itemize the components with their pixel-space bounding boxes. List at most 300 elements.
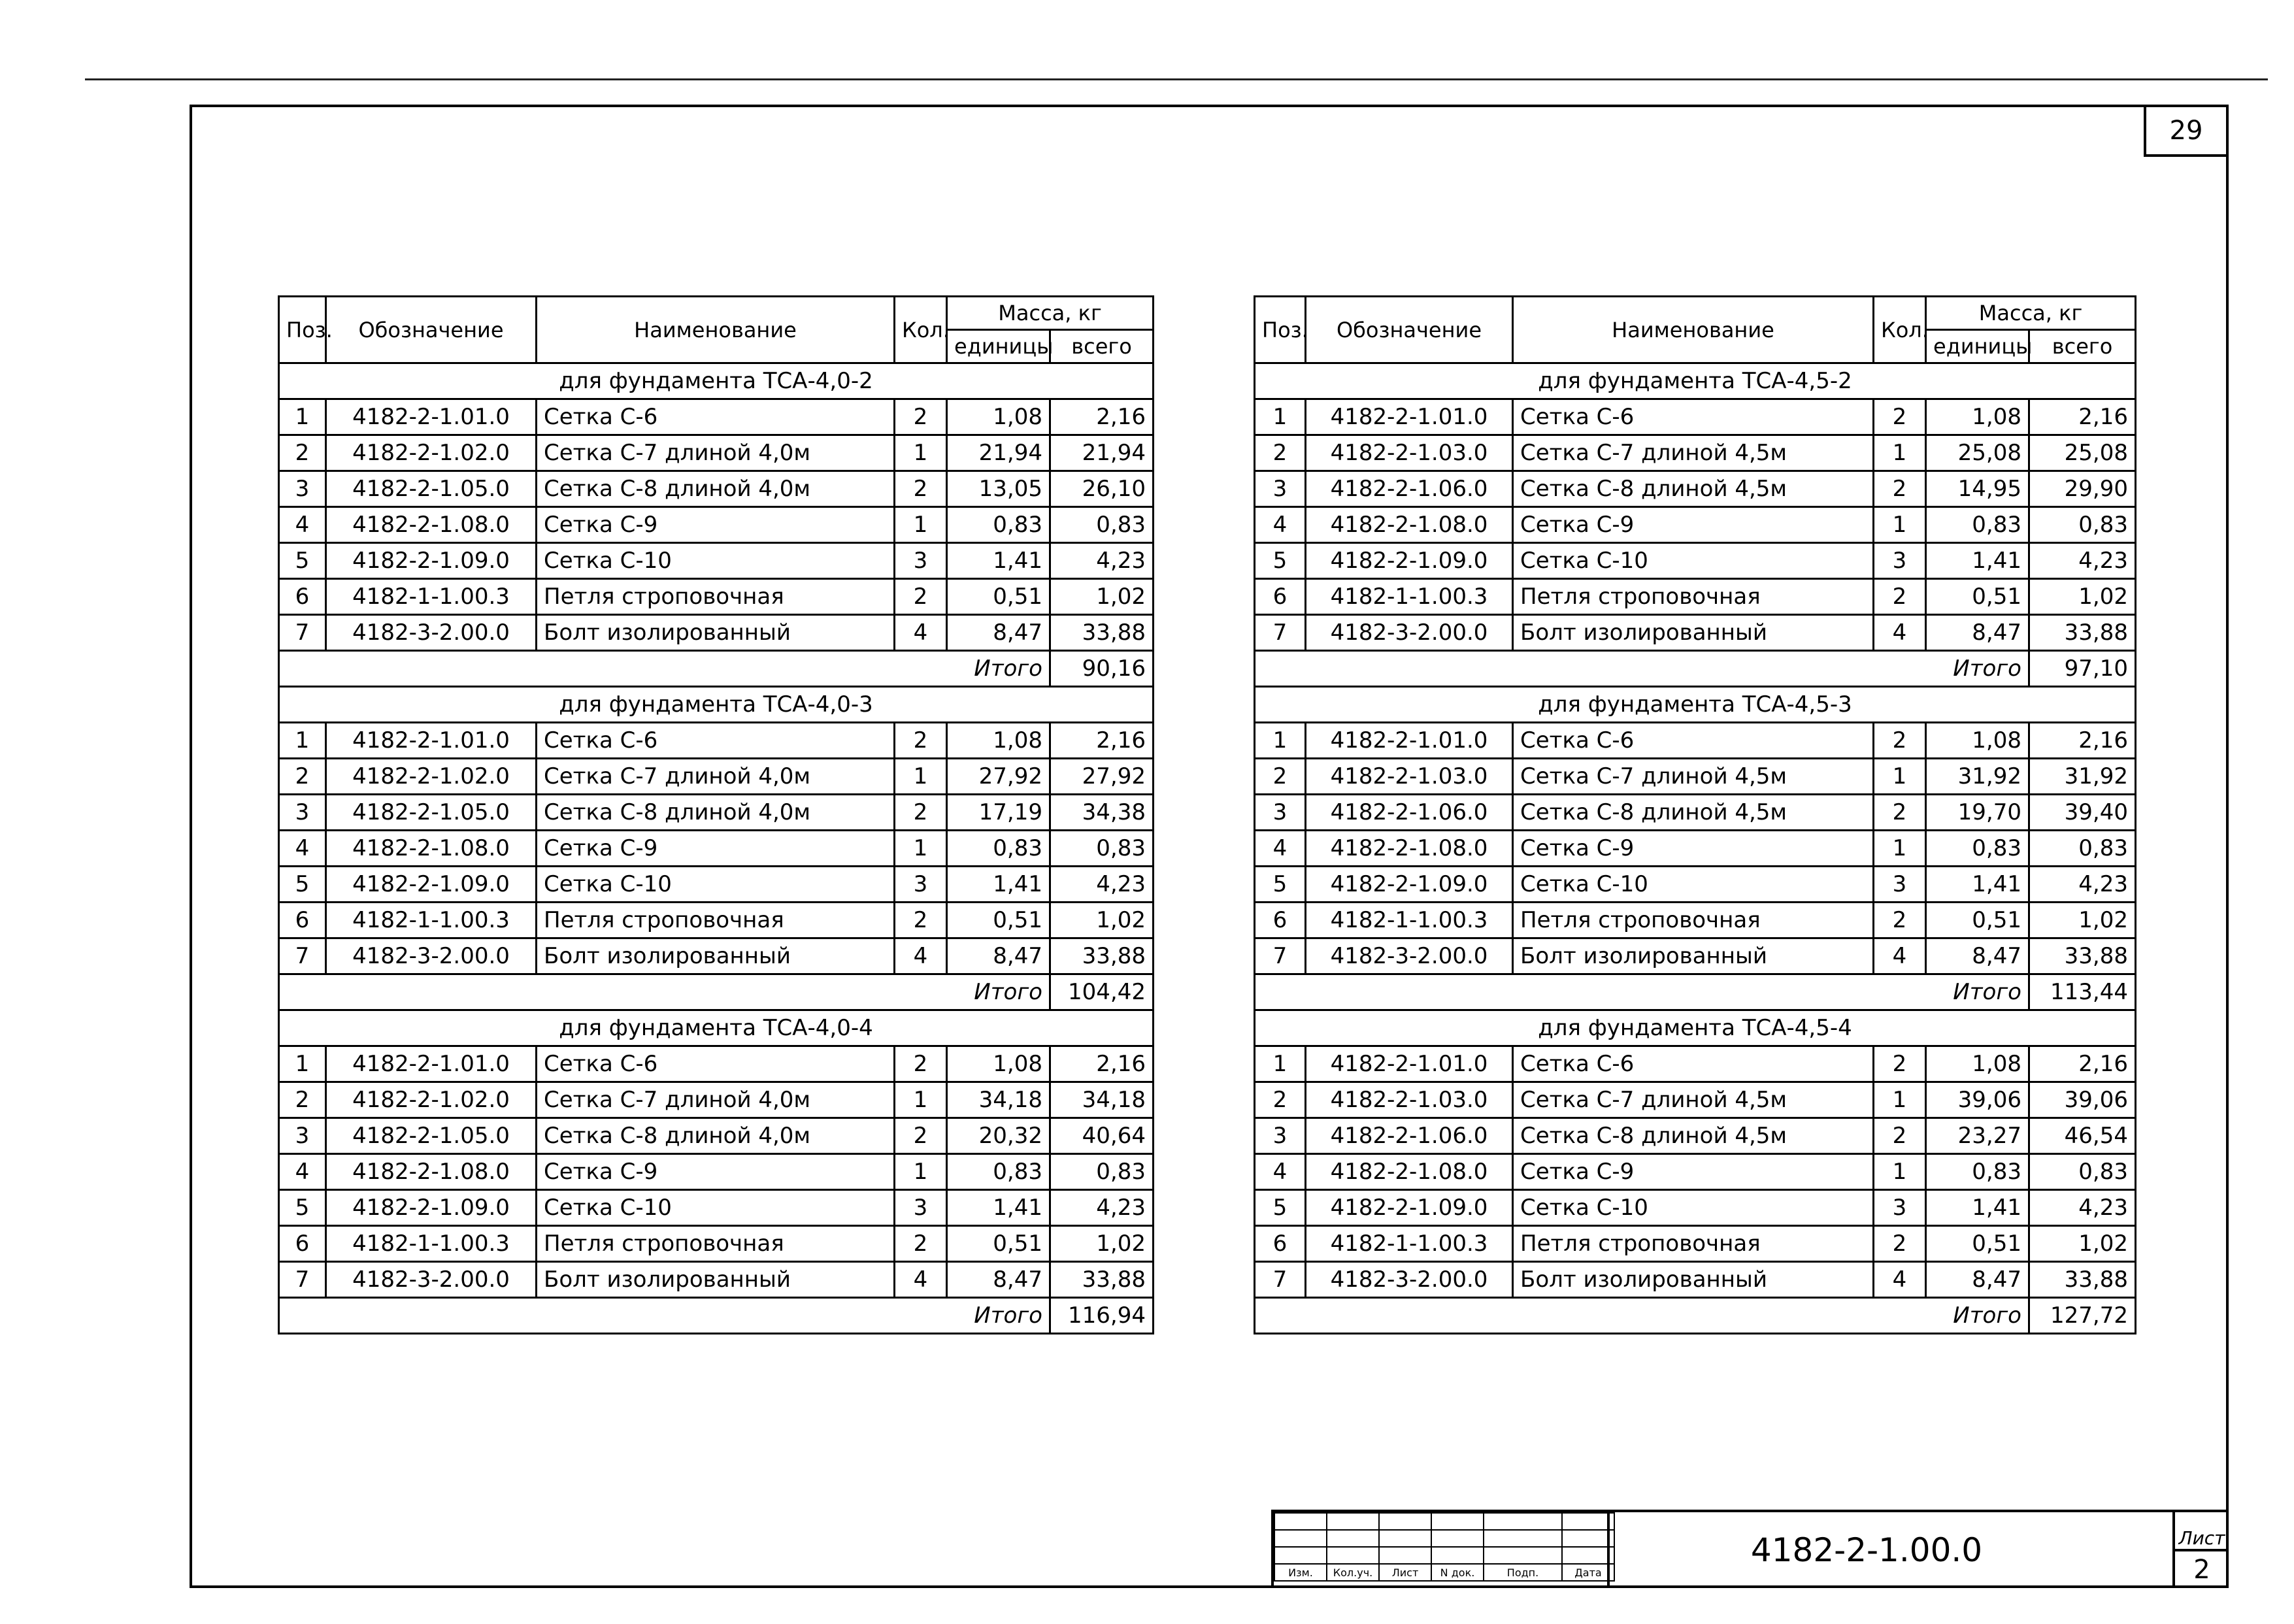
cell-mass-total: 0,83 bbox=[1050, 831, 1154, 867]
group-title: для фундамента ТСА-4,5-3 bbox=[1255, 687, 2136, 723]
cell-pos: 1 bbox=[279, 399, 326, 435]
cell-mass-unit: 8,47 bbox=[947, 938, 1050, 974]
cell-name: Сетка С-7 длиной 4,5м bbox=[1513, 1082, 1874, 1118]
cell-name: Петля строповочная bbox=[1513, 903, 1874, 938]
cell-designation: 4182-2-1.06.0 bbox=[1306, 471, 1513, 507]
group-title-row bbox=[1255, 687, 2136, 723]
cell-pos: 6 bbox=[279, 1226, 326, 1262]
table-row bbox=[1255, 867, 2136, 903]
cell-mass-unit: 13,05 bbox=[947, 471, 1050, 507]
header-pos: Поз. bbox=[279, 297, 326, 363]
cell-mass-total: 2,16 bbox=[2029, 399, 2136, 435]
cell-pos: 3 bbox=[279, 1118, 326, 1154]
cell-mass-unit: 19,70 bbox=[1926, 795, 2029, 831]
cell-qty: 1 bbox=[1874, 831, 1926, 867]
table-row bbox=[1255, 471, 2136, 507]
cell-mass-unit: 23,27 bbox=[1926, 1118, 2029, 1154]
cell-pos: 4 bbox=[1255, 831, 1306, 867]
table-row bbox=[1255, 1190, 2136, 1226]
cell-mass-unit: 31,92 bbox=[1926, 759, 2029, 795]
cell-pos: 5 bbox=[279, 1190, 326, 1226]
cell-mass-total: 0,83 bbox=[1050, 507, 1154, 543]
cell-pos: 7 bbox=[279, 938, 326, 974]
cell-name: Болт изолированный bbox=[537, 615, 895, 651]
table-row bbox=[279, 759, 1154, 795]
total-row bbox=[1255, 974, 2136, 1010]
header-qty: Кол. bbox=[895, 297, 947, 363]
header-designation: Обозначение bbox=[326, 297, 537, 363]
cell-pos: 3 bbox=[1255, 1118, 1306, 1154]
cell-mass-total: 31,92 bbox=[2029, 759, 2136, 795]
cell-designation: 4182-2-1.01.0 bbox=[1306, 723, 1513, 759]
total-row bbox=[279, 1298, 1154, 1334]
tb-label-podp: Подп. bbox=[1484, 1564, 1562, 1581]
tb-label-data: Дата bbox=[1562, 1564, 1614, 1581]
cell-qty: 2 bbox=[895, 795, 947, 831]
cell-pos: 6 bbox=[279, 579, 326, 615]
table-row bbox=[279, 399, 1154, 435]
table-row bbox=[279, 831, 1154, 867]
group-title: для фундамента ТСА-4,5-2 bbox=[1255, 363, 2136, 399]
cell-mass-total: 0,83 bbox=[2029, 507, 2136, 543]
cell-name: Болт изолированный bbox=[1513, 1262, 1874, 1298]
group-title-row bbox=[279, 1010, 1154, 1046]
group-title-row bbox=[1255, 363, 2136, 399]
total-value: 90,16 bbox=[1050, 651, 1154, 687]
cell-mass-total: 1,02 bbox=[2029, 1226, 2136, 1262]
cell-mass-unit: 8,47 bbox=[1926, 1262, 2029, 1298]
table-row bbox=[1255, 543, 2136, 579]
cell-mass-total: 40,64 bbox=[1050, 1118, 1154, 1154]
group-title: для фундамента ТСА-4,0-2 bbox=[279, 363, 1154, 399]
cell-designation: 4182-1-1.00.3 bbox=[1306, 903, 1513, 938]
cell-qty: 1 bbox=[1874, 1154, 1926, 1190]
cell-mass-total: 33,88 bbox=[1050, 1262, 1154, 1298]
title-block bbox=[1271, 1510, 2229, 1588]
cell-name: Сетка С-7 длиной 4,0м bbox=[537, 435, 895, 471]
cell-name: Сетка С-9 bbox=[1513, 831, 1874, 867]
cell-qty: 3 bbox=[895, 1190, 947, 1226]
cell-name: Сетка С-8 длиной 4,0м bbox=[537, 471, 895, 507]
cell-mass-unit: 0,51 bbox=[947, 903, 1050, 938]
cell-mass-unit: 34,18 bbox=[947, 1082, 1050, 1118]
cell-qty: 4 bbox=[895, 1262, 947, 1298]
cell-designation: 4182-2-1.05.0 bbox=[326, 1118, 537, 1154]
table-row bbox=[279, 903, 1154, 938]
cell-qty: 4 bbox=[1874, 615, 1926, 651]
cell-name: Петля строповочная bbox=[1513, 1226, 1874, 1262]
header-mass-unit: единицы bbox=[947, 330, 1050, 363]
cell-mass-unit: 1,41 bbox=[1926, 1190, 2029, 1226]
table-row bbox=[1255, 507, 2136, 543]
cell-designation: 4182-1-1.00.3 bbox=[326, 1226, 537, 1262]
cell-qty: 2 bbox=[895, 471, 947, 507]
cell-mass-unit: 0,83 bbox=[1926, 507, 2029, 543]
cell-name: Сетка С-7 длиной 4,0м bbox=[537, 1082, 895, 1118]
cell-qty: 2 bbox=[1874, 723, 1926, 759]
header-qty: Кол. bbox=[1874, 297, 1926, 363]
table-row bbox=[1255, 399, 2136, 435]
cell-qty: 1 bbox=[895, 435, 947, 471]
tb-label-kol-uch: Кол.уч. bbox=[1327, 1564, 1379, 1581]
cell-qty: 2 bbox=[1874, 399, 1926, 435]
cell-mass-unit: 1,41 bbox=[947, 543, 1050, 579]
table-row bbox=[279, 1190, 1154, 1226]
cell-pos: 5 bbox=[279, 543, 326, 579]
cell-designation: 4182-2-1.09.0 bbox=[1306, 867, 1513, 903]
cell-designation: 4182-2-1.03.0 bbox=[1306, 759, 1513, 795]
cell-pos: 6 bbox=[279, 903, 326, 938]
cell-pos: 3 bbox=[1255, 471, 1306, 507]
table-row bbox=[279, 867, 1154, 903]
table-row bbox=[1255, 615, 2136, 651]
cell-qty: 2 bbox=[895, 579, 947, 615]
cell-mass-total: 4,23 bbox=[2029, 543, 2136, 579]
group-title: для фундамента ТСА-4,0-3 bbox=[279, 687, 1154, 723]
table-row bbox=[279, 615, 1154, 651]
cell-qty: 2 bbox=[895, 399, 947, 435]
sheet-number: 29 bbox=[2169, 116, 2203, 146]
cell-qty: 1 bbox=[1874, 1082, 1926, 1118]
cell-designation: 4182-2-1.09.0 bbox=[326, 543, 537, 579]
specification-table-left bbox=[278, 295, 1154, 1334]
cell-designation: 4182-3-2.00.0 bbox=[326, 938, 537, 974]
cell-qty: 2 bbox=[895, 1046, 947, 1082]
total-label: Итого bbox=[1255, 651, 2029, 687]
cell-mass-total: 39,40 bbox=[2029, 795, 2136, 831]
cell-mass-unit: 0,83 bbox=[947, 1154, 1050, 1190]
total-row bbox=[279, 651, 1154, 687]
cell-mass-total: 1,02 bbox=[1050, 903, 1154, 938]
cell-name: Сетка С-8 длиной 4,0м bbox=[537, 1118, 895, 1154]
cell-mass-unit: 0,83 bbox=[947, 831, 1050, 867]
table-row bbox=[1255, 831, 2136, 867]
table-row bbox=[1255, 1154, 2136, 1190]
table-row bbox=[279, 938, 1154, 974]
cell-mass-unit: 1,08 bbox=[1926, 723, 2029, 759]
table-row bbox=[279, 435, 1154, 471]
total-row bbox=[279, 974, 1154, 1010]
cell-qty: 4 bbox=[895, 615, 947, 651]
cell-mass-unit: 0,51 bbox=[1926, 579, 2029, 615]
total-label: Итого bbox=[1255, 1298, 2029, 1334]
cell-name: Сетка С-10 bbox=[537, 543, 895, 579]
header-mass: Масса, кг bbox=[1926, 297, 2136, 330]
cell-designation: 4182-2-1.03.0 bbox=[1306, 1082, 1513, 1118]
cell-pos: 3 bbox=[279, 795, 326, 831]
cell-designation: 4182-2-1.09.0 bbox=[326, 867, 537, 903]
group-title: для фундамента ТСА-4,5-4 bbox=[1255, 1010, 2136, 1046]
cell-qty: 1 bbox=[895, 831, 947, 867]
header-mass: Масса, кг bbox=[947, 297, 1154, 330]
cell-designation: 4182-3-2.00.0 bbox=[1306, 1262, 1513, 1298]
cell-mass-unit: 8,47 bbox=[1926, 938, 2029, 974]
cell-designation: 4182-3-2.00.0 bbox=[326, 615, 537, 651]
total-row bbox=[1255, 1298, 2136, 1334]
cell-pos: 6 bbox=[1255, 1226, 1306, 1262]
cell-designation: 4182-2-1.08.0 bbox=[326, 831, 537, 867]
table-row bbox=[279, 543, 1154, 579]
cell-designation: 4182-2-1.09.0 bbox=[1306, 543, 1513, 579]
cell-mass-unit: 25,08 bbox=[1926, 435, 2029, 471]
cell-name: Сетка С-9 bbox=[537, 507, 895, 543]
cell-designation: 4182-2-1.08.0 bbox=[1306, 1154, 1513, 1190]
cell-designation: 4182-2-1.01.0 bbox=[1306, 399, 1513, 435]
header-name: Наименование bbox=[537, 297, 895, 363]
cell-mass-total: 25,08 bbox=[2029, 435, 2136, 471]
cell-designation: 4182-2-1.08.0 bbox=[1306, 831, 1513, 867]
cell-name: Сетка С-6 bbox=[1513, 723, 1874, 759]
cell-name: Сетка С-6 bbox=[1513, 1046, 1874, 1082]
cell-designation: 4182-1-1.00.3 bbox=[326, 579, 537, 615]
cell-name: Сетка С-8 длиной 4,5м bbox=[1513, 471, 1874, 507]
cell-pos: 1 bbox=[1255, 1046, 1306, 1082]
table-row bbox=[1255, 1262, 2136, 1298]
tb-label-list: Лист bbox=[1379, 1564, 1431, 1581]
top-border-line bbox=[85, 78, 2268, 80]
cell-designation: 4182-2-1.08.0 bbox=[1306, 507, 1513, 543]
cell-pos: 1 bbox=[1255, 723, 1306, 759]
cell-mass-total: 2,16 bbox=[2029, 723, 2136, 759]
cell-pos: 7 bbox=[279, 1262, 326, 1298]
cell-pos: 4 bbox=[1255, 507, 1306, 543]
table-row bbox=[1255, 1046, 2136, 1082]
cell-mass-unit: 0,51 bbox=[1926, 1226, 2029, 1262]
cell-mass-unit: 8,47 bbox=[947, 1262, 1050, 1298]
cell-mass-unit: 0,51 bbox=[947, 1226, 1050, 1262]
cell-pos: 6 bbox=[1255, 579, 1306, 615]
cell-mass-unit: 1,41 bbox=[947, 867, 1050, 903]
cell-name: Сетка С-9 bbox=[1513, 1154, 1874, 1190]
table-row bbox=[1255, 903, 2136, 938]
cell-designation: 4182-3-2.00.0 bbox=[1306, 615, 1513, 651]
group-title-row bbox=[279, 363, 1154, 399]
table-row bbox=[279, 1046, 1154, 1082]
cell-designation: 4182-2-1.06.0 bbox=[1306, 1118, 1513, 1154]
specification-table-right bbox=[1254, 295, 2136, 1334]
cell-designation: 4182-2-1.03.0 bbox=[1306, 435, 1513, 471]
document-code: 4182-2-1.00.0 bbox=[1607, 1512, 2123, 1588]
cell-name: Сетка С-8 длиной 4,5м bbox=[1513, 1118, 1874, 1154]
cell-designation: 4182-2-1.02.0 bbox=[326, 435, 537, 471]
cell-pos: 4 bbox=[279, 507, 326, 543]
cell-pos: 2 bbox=[279, 759, 326, 795]
cell-mass-total: 1,02 bbox=[2029, 579, 2136, 615]
cell-name: Петля строповочная bbox=[537, 903, 895, 938]
cell-mass-unit: 0,51 bbox=[947, 579, 1050, 615]
cell-mass-unit: 8,47 bbox=[947, 615, 1050, 651]
cell-pos: 5 bbox=[279, 867, 326, 903]
cell-qty: 2 bbox=[895, 1226, 947, 1262]
cell-qty: 3 bbox=[1874, 1190, 1926, 1226]
table-row bbox=[279, 723, 1154, 759]
cell-mass-total: 39,06 bbox=[2029, 1082, 2136, 1118]
cell-name: Сетка С-6 bbox=[537, 1046, 895, 1082]
cell-designation: 4182-3-2.00.0 bbox=[326, 1262, 537, 1298]
cell-designation: 4182-2-1.01.0 bbox=[1306, 1046, 1513, 1082]
cell-mass-unit: 17,19 bbox=[947, 795, 1050, 831]
cell-qty: 1 bbox=[895, 1082, 947, 1118]
cell-name: Сетка С-9 bbox=[1513, 507, 1874, 543]
cell-qty: 4 bbox=[895, 938, 947, 974]
table-row bbox=[279, 1082, 1154, 1118]
cell-qty: 3 bbox=[895, 543, 947, 579]
cell-mass-unit: 20,32 bbox=[947, 1118, 1050, 1154]
sheet-list-label: Лист bbox=[2175, 1512, 2229, 1551]
tb-label-n-dok: N док. bbox=[1431, 1564, 1484, 1581]
cell-pos: 1 bbox=[279, 723, 326, 759]
table-row bbox=[279, 1262, 1154, 1298]
cell-name: Сетка С-10 bbox=[537, 867, 895, 903]
cell-name: Сетка С-7 длиной 4,5м bbox=[1513, 759, 1874, 795]
cell-name: Сетка С-10 bbox=[1513, 543, 1874, 579]
cell-mass-total: 2,16 bbox=[1050, 1046, 1154, 1082]
sheet-list-number: 2 bbox=[2193, 1555, 2210, 1585]
table-row bbox=[1255, 1118, 2136, 1154]
table-row bbox=[1255, 938, 2136, 974]
cell-mass-total: 46,54 bbox=[2029, 1118, 2136, 1154]
table-row bbox=[1255, 795, 2136, 831]
cell-qty: 2 bbox=[1874, 471, 1926, 507]
cell-designation: 4182-1-1.00.3 bbox=[1306, 579, 1513, 615]
cell-mass-total: 33,88 bbox=[1050, 615, 1154, 651]
cell-mass-unit: 0,83 bbox=[1926, 831, 2029, 867]
cell-pos: 3 bbox=[279, 471, 326, 507]
cell-name: Сетка С-9 bbox=[537, 831, 895, 867]
cell-name: Болт изолированный bbox=[1513, 938, 1874, 974]
cell-pos: 2 bbox=[1255, 759, 1306, 795]
cell-pos: 6 bbox=[1255, 903, 1306, 938]
cell-mass-unit: 1,08 bbox=[1926, 399, 2029, 435]
cell-pos: 2 bbox=[279, 1082, 326, 1118]
group-title-row bbox=[279, 687, 1154, 723]
cell-name: Петля строповочная bbox=[1513, 579, 1874, 615]
cell-mass-total: 33,88 bbox=[2029, 615, 2136, 651]
total-label: Итого bbox=[1255, 974, 2029, 1010]
cell-qty: 3 bbox=[895, 867, 947, 903]
cell-mass-unit: 1,08 bbox=[947, 1046, 1050, 1082]
cell-name: Сетка С-10 bbox=[1513, 867, 1874, 903]
cell-qty: 2 bbox=[1874, 795, 1926, 831]
cell-mass-total: 0,83 bbox=[1050, 1154, 1154, 1190]
header-mass-total: всего bbox=[2029, 330, 2136, 363]
cell-qty: 2 bbox=[1874, 903, 1926, 938]
table-row bbox=[1255, 759, 2136, 795]
cell-designation: 4182-2-1.08.0 bbox=[326, 507, 537, 543]
total-label: Итого bbox=[279, 651, 1050, 687]
cell-mass-unit: 27,92 bbox=[947, 759, 1050, 795]
cell-mass-total: 26,10 bbox=[1050, 471, 1154, 507]
cell-pos: 2 bbox=[1255, 435, 1306, 471]
cell-name: Сетка С-7 длиной 4,0м bbox=[537, 759, 895, 795]
table-row bbox=[279, 471, 1154, 507]
cell-mass-total: 0,83 bbox=[2029, 1154, 2136, 1190]
cell-designation: 4182-2-1.05.0 bbox=[326, 795, 537, 831]
table-row bbox=[1255, 435, 2136, 471]
cell-mass-total: 0,83 bbox=[2029, 831, 2136, 867]
header-mass-unit: единицы bbox=[1926, 330, 2029, 363]
header-row bbox=[1255, 297, 2136, 330]
cell-qty: 2 bbox=[1874, 579, 1926, 615]
total-value: 116,94 bbox=[1050, 1298, 1154, 1334]
cell-pos: 7 bbox=[1255, 1262, 1306, 1298]
cell-mass-total: 33,88 bbox=[2029, 938, 2136, 974]
total-value: 104,42 bbox=[1050, 974, 1154, 1010]
cell-qty: 2 bbox=[1874, 1226, 1926, 1262]
cell-qty: 2 bbox=[895, 1118, 947, 1154]
cell-name: Сетка С-8 длиной 4,0м bbox=[537, 795, 895, 831]
cell-designation: 4182-2-1.02.0 bbox=[326, 759, 537, 795]
cell-pos: 3 bbox=[1255, 795, 1306, 831]
group-title: для фундамента ТСА-4,0-4 bbox=[279, 1010, 1154, 1046]
cell-pos: 5 bbox=[1255, 543, 1306, 579]
total-value: 97,10 bbox=[2029, 651, 2136, 687]
cell-mass-total: 33,88 bbox=[1050, 938, 1154, 974]
cell-qty: 2 bbox=[895, 903, 947, 938]
cell-mass-unit: 1,08 bbox=[1926, 1046, 2029, 1082]
cell-mass-unit: 0,51 bbox=[1926, 903, 2029, 938]
table-row bbox=[279, 1226, 1154, 1262]
cell-designation: 4182-2-1.06.0 bbox=[1306, 795, 1513, 831]
table-row bbox=[279, 795, 1154, 831]
cell-mass-unit: 39,06 bbox=[1926, 1082, 2029, 1118]
cell-pos: 2 bbox=[279, 435, 326, 471]
revision-grid bbox=[1274, 1512, 1615, 1582]
cell-mass-total: 4,23 bbox=[1050, 1190, 1154, 1226]
cell-mass-unit: 1,08 bbox=[947, 399, 1050, 435]
total-label: Итого bbox=[279, 974, 1050, 1010]
cell-designation: 4182-2-1.01.0 bbox=[326, 399, 537, 435]
cell-mass-unit: 1,41 bbox=[1926, 867, 2029, 903]
cell-qty: 3 bbox=[1874, 543, 1926, 579]
cell-qty: 3 bbox=[1874, 867, 1926, 903]
cell-name: Сетка С-10 bbox=[1513, 1190, 1874, 1226]
cell-qty: 1 bbox=[895, 1154, 947, 1190]
cell-pos: 1 bbox=[1255, 399, 1306, 435]
cell-name: Петля строповочная bbox=[537, 1226, 895, 1262]
cell-qty: 1 bbox=[1874, 435, 1926, 471]
cell-qty: 1 bbox=[895, 759, 947, 795]
cell-qty: 1 bbox=[1874, 759, 1926, 795]
cell-mass-unit: 8,47 bbox=[1926, 615, 2029, 651]
table-row bbox=[279, 1154, 1154, 1190]
cell-mass-unit: 14,95 bbox=[1926, 471, 2029, 507]
cell-pos: 4 bbox=[279, 831, 326, 867]
table-row bbox=[279, 579, 1154, 615]
cell-name: Сетка С-6 bbox=[1513, 399, 1874, 435]
cell-qty: 2 bbox=[1874, 1046, 1926, 1082]
sheet-list-box bbox=[2172, 1512, 2229, 1588]
cell-designation: 4182-2-1.09.0 bbox=[326, 1190, 537, 1226]
cell-mass-unit: 0,83 bbox=[1926, 1154, 2029, 1190]
table-row bbox=[1255, 579, 2136, 615]
cell-designation: 4182-1-1.00.3 bbox=[326, 903, 537, 938]
cell-name: Петля строповочная bbox=[537, 579, 895, 615]
header-designation: Обозначение bbox=[1306, 297, 1513, 363]
table-row bbox=[279, 1118, 1154, 1154]
cell-pos: 5 bbox=[1255, 1190, 1306, 1226]
cell-mass-total: 21,94 bbox=[1050, 435, 1154, 471]
cell-name: Сетка С-10 bbox=[537, 1190, 895, 1226]
cell-name: Болт изолированный bbox=[537, 1262, 895, 1298]
cell-qty: 2 bbox=[895, 723, 947, 759]
cell-name: Сетка С-6 bbox=[537, 399, 895, 435]
cell-mass-total: 2,16 bbox=[1050, 723, 1154, 759]
cell-mass-total: 27,92 bbox=[1050, 759, 1154, 795]
cell-mass-total: 34,18 bbox=[1050, 1082, 1154, 1118]
header-row bbox=[279, 297, 1154, 330]
sheet-number-box bbox=[2144, 105, 2229, 157]
